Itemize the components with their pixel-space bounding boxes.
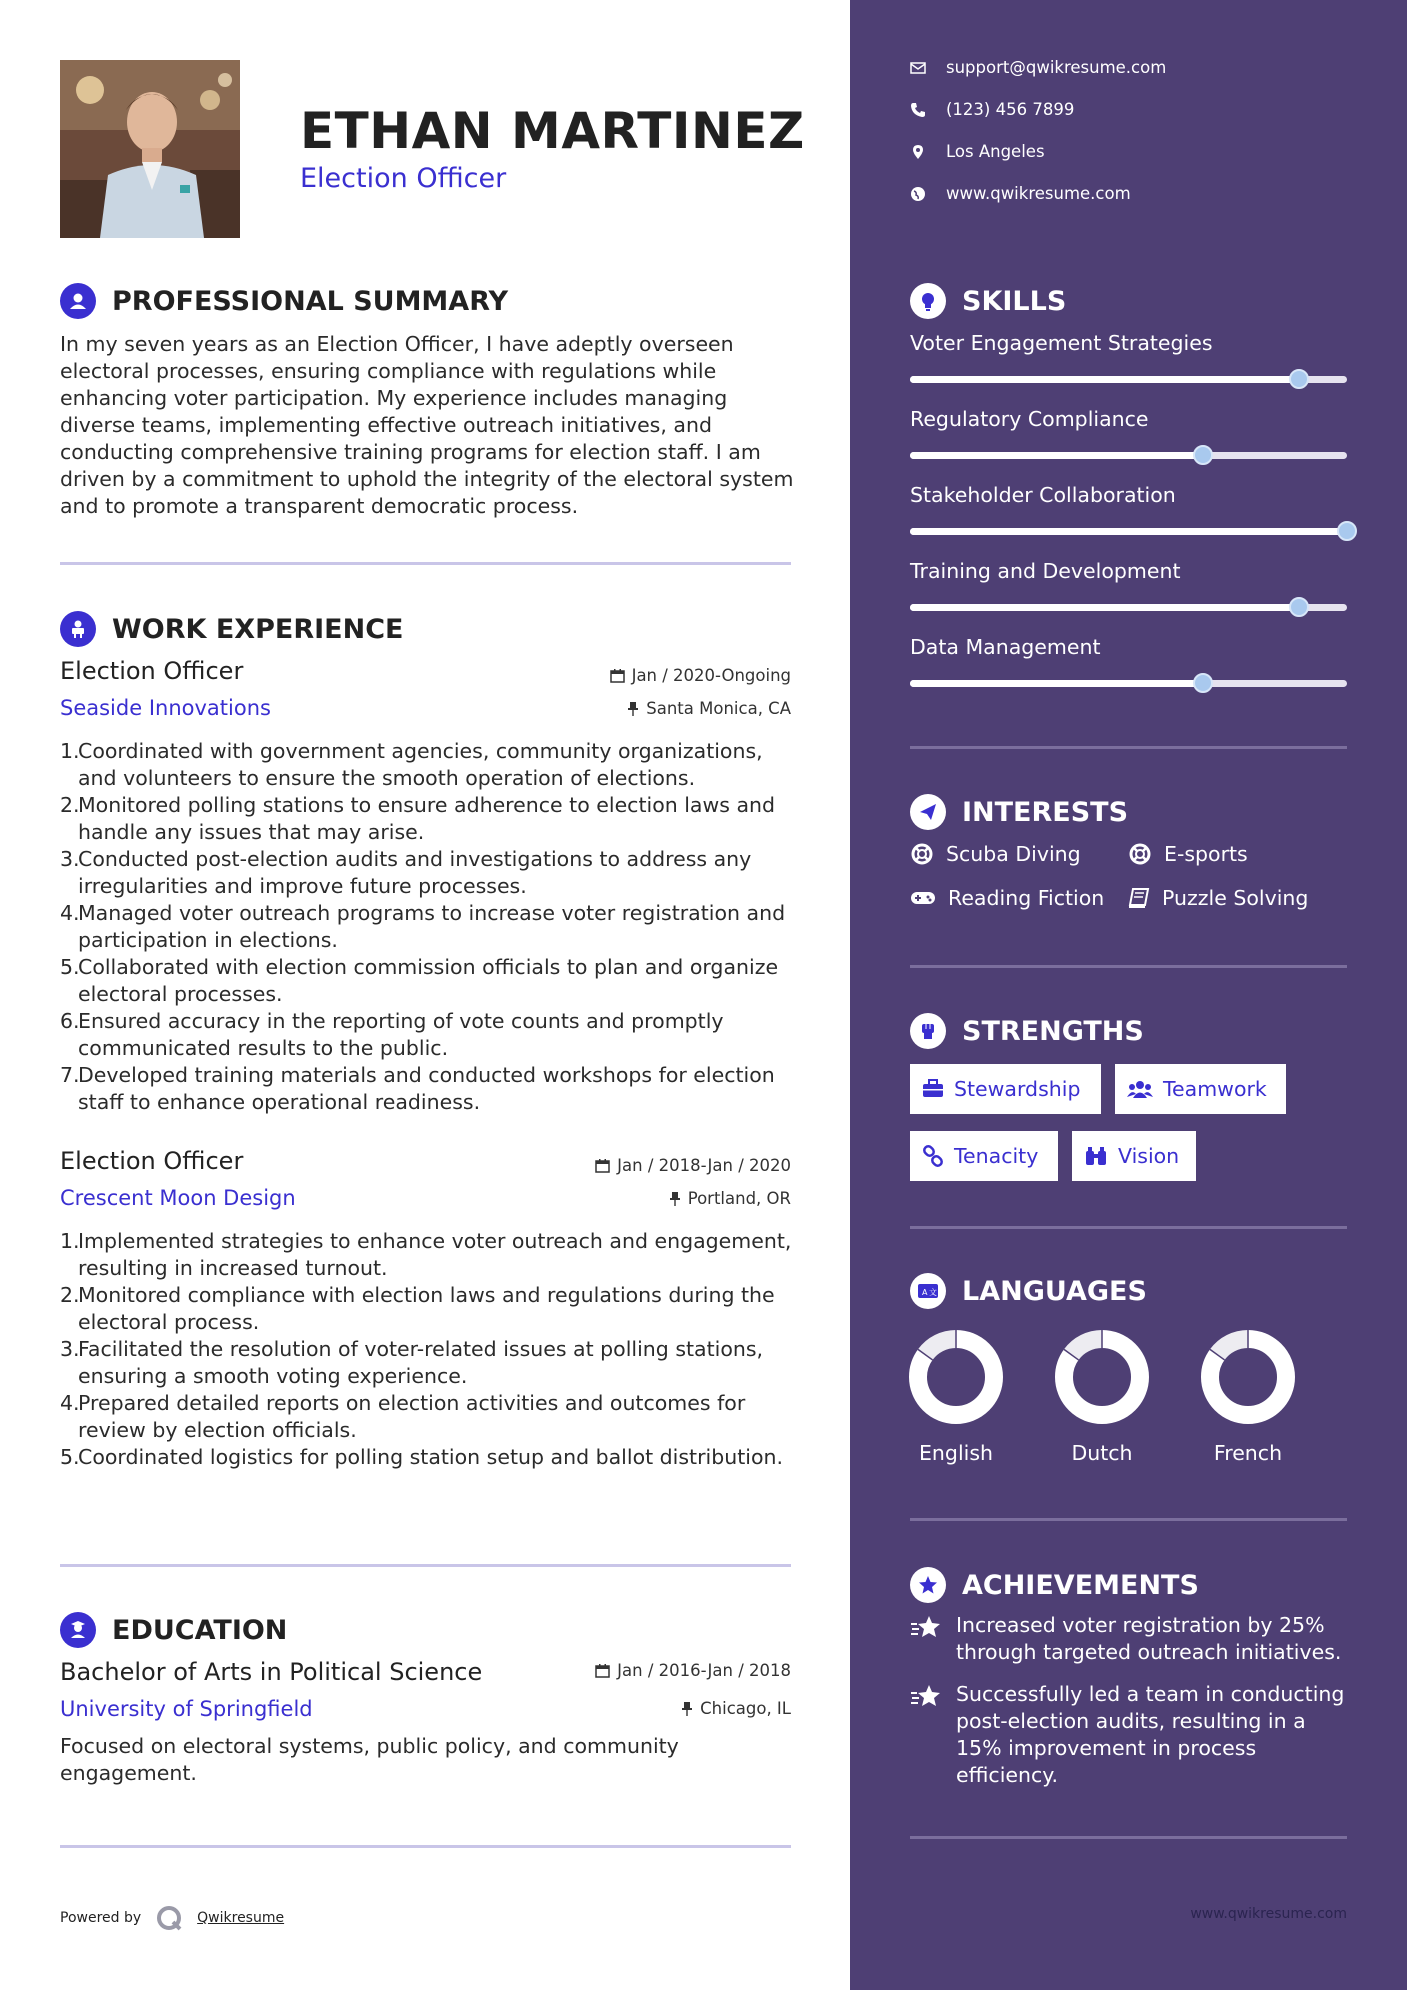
bullet-number: 4. [60, 901, 80, 925]
calendar-icon [595, 1158, 610, 1173]
candidate-role: Election Officer [300, 163, 507, 194]
achievement-item [910, 1612, 1347, 1666]
strengths-header [910, 1013, 1144, 1049]
education-dates-text: Jan / 2016-Jan / 2018 [617, 1661, 791, 1680]
binoculars-icon [1084, 1145, 1108, 1167]
language-name: English [918, 1441, 994, 1465]
strength-label: Vision [1118, 1144, 1180, 1168]
bullet-number: 1. [60, 1229, 80, 1253]
job-bullet [60, 1390, 800, 1444]
svg-text:文: 文 [929, 1288, 937, 1297]
lifering-icon [1128, 842, 1152, 866]
bullet-text: Monitored compliance with election laws and regulations during the electoral process. [78, 1283, 775, 1334]
achievement-text: Successfully led a team in conducting post-election audits, resulting in a 15% improvement in process efficiency. [956, 1682, 1345, 1787]
skill-bar-fill [910, 680, 1203, 687]
footer-site[interactable]: www.qwikresume.com [1190, 1906, 1347, 1922]
strength-badge [1115, 1064, 1286, 1114]
job-company: Crescent Moon Design [60, 1186, 296, 1210]
languages-title: LANGUAGES [962, 1275, 1147, 1307]
job-location-text: Santa Monica, CA [646, 699, 791, 718]
summary-text: In my seven years as an Election Officer, I have adeptly overseen electoral processes, ensuring compliance with regulations while enhancing voter participation. My experience includes managing diverse teams, implementing effective outreach initiatives, and conducting comprehensive training programs for election staff. I am driven by a commitment to uphold the integrity of the electoral system and to promote a transparent democratic process. [60, 332, 794, 518]
star-badge-icon [910, 1567, 946, 1603]
powered-by [60, 1904, 284, 1932]
bullet-number: 7. [60, 1063, 80, 1087]
profile-photo [60, 60, 240, 238]
job-title: Election Officer [60, 657, 244, 685]
interests-header [910, 794, 1128, 830]
section-divider [910, 965, 1347, 968]
bullet-number: 3. [60, 847, 80, 871]
job-bullet [60, 1336, 800, 1390]
strength-label: Teamwork [1163, 1077, 1267, 1101]
bullet-text: Managed voter outreach programs to increase voter registration and participation in elections. [78, 901, 786, 952]
section-divider [910, 746, 1347, 749]
job-dates-text: Jan / 2020-Ongoing [631, 666, 791, 685]
achievements-header [910, 1567, 1199, 1603]
star-icon [910, 1614, 942, 1640]
strength-badge [1072, 1131, 1196, 1181]
strength-label: Tenacity [954, 1144, 1039, 1168]
contact-location-text: Los Angeles [946, 142, 1045, 161]
skills-header [910, 283, 1066, 319]
skill-name: Training and Development [910, 559, 1181, 583]
job-bullet [60, 900, 800, 954]
skill-bar [910, 376, 1347, 383]
envelope-icon [910, 61, 926, 75]
bullet-text: Facilitated the resolution of voter-related issues at polling stations, ensuring a smooth voting experience. [78, 1337, 764, 1388]
globe-icon [910, 186, 926, 202]
interest-item [910, 842, 1081, 866]
bullet-text: Coordinated logistics for polling station setup and ballot distribution. [78, 1445, 784, 1469]
fist-icon [910, 1013, 946, 1049]
interest-item [1128, 842, 1248, 866]
skill-bar [910, 452, 1347, 459]
achievements-title: ACHIEVEMENTS [962, 1569, 1199, 1601]
skill-bar-knob [1193, 673, 1213, 693]
briefcase-icon [922, 1079, 944, 1099]
job-bullet [60, 846, 800, 900]
qwikresume-link[interactable]: Qwikresume [197, 1910, 285, 1926]
phone-icon [910, 102, 926, 118]
job-bullet [60, 1008, 800, 1062]
contact-website [910, 184, 1131, 203]
skill-bar-knob [1337, 521, 1357, 541]
job-title: Election Officer [60, 1147, 244, 1175]
skill-name: Stakeholder Collaboration [910, 483, 1176, 507]
experience-header [60, 611, 403, 647]
bullet-number: 6. [60, 1009, 80, 1033]
qwikresume-logo-icon [155, 1904, 183, 1932]
interest-item [910, 886, 1104, 910]
section-divider [60, 562, 791, 565]
bullet-number: 5. [60, 1445, 80, 1469]
skill-bar-fill [910, 604, 1299, 611]
skill-bar [910, 680, 1347, 687]
education-location [681, 1699, 791, 1718]
star-icon [910, 1683, 942, 1709]
section-divider [910, 1836, 1347, 1839]
education-description: Focused on electoral systems, public policy, and community engagement. [60, 1734, 679, 1785]
bullet-text: Collaborated with election commission officials to plan and organize electoral processes. [78, 955, 779, 1006]
bullet-text: Monitored polling stations to ensure adherence to election laws and handle any issues that may arise. [78, 793, 776, 844]
job-location-text: Portland, OR [687, 1189, 791, 1208]
contact-email-text[interactable]: support@qwikresume.com [946, 58, 1167, 77]
calendar-icon [595, 1663, 610, 1678]
job-bullet [60, 738, 800, 792]
candidate-name: ETHAN MARTINEZ [300, 102, 805, 160]
job-bullets [60, 1228, 800, 1471]
translate-icon [910, 1273, 946, 1309]
skill-bar-fill [910, 452, 1203, 459]
calendar-icon [610, 668, 625, 683]
skill-name: Regulatory Compliance [910, 407, 1149, 431]
bullet-number: 1. [60, 739, 80, 763]
powered-by-label: Powered by [60, 1910, 142, 1926]
skill-bar-fill [910, 528, 1347, 535]
education-dates [595, 1661, 791, 1680]
section-divider [60, 1845, 791, 1848]
interest-label: Reading Fiction [948, 886, 1105, 910]
skill-bar-knob [1289, 369, 1309, 389]
achievement-text: Increased voter registration by 25% through targeted outreach initiatives. [956, 1613, 1342, 1664]
education-title: EDUCATION [112, 1614, 288, 1646]
degree-title: Bachelor of Arts in Political Science [60, 1658, 483, 1686]
interest-label: Puzzle Solving [1162, 886, 1309, 910]
link-icon [922, 1145, 944, 1167]
pin-icon [669, 1191, 681, 1206]
skill-bar-fill [910, 376, 1299, 383]
strength-badge [910, 1064, 1101, 1114]
contact-phone [910, 100, 1074, 119]
contact-website-text[interactable]: www.qwikresume.com [946, 184, 1131, 203]
skill-name: Data Management [910, 635, 1101, 659]
bullet-text: Developed training materials and conducted workshops for election staff to enhance operational readiness. [78, 1063, 775, 1114]
job-location [669, 1189, 791, 1208]
job-bullet [60, 1228, 800, 1282]
bullet-text: Implemented strategies to enhance voter outreach and engagement, resulting in increased turnout. [78, 1229, 792, 1280]
book-icon [1128, 887, 1150, 909]
user-icon [60, 283, 96, 319]
section-divider [60, 1564, 791, 1567]
bullet-text: Ensured accuracy in the reporting of vote counts and promptly communicated results to the public. [78, 1009, 724, 1060]
section-divider [910, 1226, 1347, 1229]
strengths-title: STRENGTHS [962, 1015, 1144, 1047]
job-dates-text: Jan / 2018-Jan / 2020 [617, 1156, 791, 1175]
job-bullet [60, 1444, 800, 1471]
education-header [60, 1612, 287, 1648]
contact-email [910, 58, 1166, 77]
gamepad-icon [910, 889, 936, 907]
bullet-number: 2. [60, 793, 80, 817]
skill-bar-knob [1289, 597, 1309, 617]
experience-title: WORK EXPERIENCE [112, 613, 404, 645]
lightbulb-icon [910, 283, 946, 319]
contact-location [910, 142, 1045, 161]
skill-bar [910, 528, 1347, 535]
job-bullet [60, 1282, 800, 1336]
bullet-number: 4. [60, 1391, 80, 1415]
skills-title: SKILLS [962, 285, 1067, 317]
skill-bar [910, 604, 1347, 611]
job-dates [595, 1156, 791, 1175]
language-ring [901, 1322, 1011, 1436]
strength-badge [910, 1131, 1058, 1181]
education-location-text: Chicago, IL [700, 1699, 791, 1718]
school-name: University of Springfield [60, 1697, 313, 1721]
language-ring [1047, 1322, 1157, 1436]
section-divider [910, 1518, 1347, 1521]
pin-icon [681, 1701, 693, 1716]
map-marker-icon [910, 144, 926, 160]
languages-header [910, 1273, 1147, 1309]
summary-title: PROFESSIONAL SUMMARY [112, 285, 509, 317]
lifering-icon [910, 842, 934, 866]
job-bullets [60, 738, 800, 1116]
job-company: Seaside Innovations [60, 696, 271, 720]
interest-label: Scuba Diving [946, 842, 1081, 866]
job-bullet [60, 1062, 800, 1116]
job-dates [610, 666, 791, 685]
paper-plane-icon [910, 794, 946, 830]
language-ring [1193, 1322, 1303, 1436]
job-bullet [60, 792, 800, 846]
skill-name: Voter Engagement Strategies [910, 331, 1213, 355]
summary-header [60, 283, 508, 319]
bullet-number: 3. [60, 1337, 80, 1361]
language-name: Dutch [1071, 1441, 1133, 1465]
svg-text:A: A [922, 1288, 928, 1297]
interest-label: E-sports [1164, 842, 1248, 866]
briefcase-user-icon [60, 611, 96, 647]
achievement-item [910, 1681, 1347, 1789]
bullet-text: Conducted post-election audits and investigations to address any irregularities and improve future processes. [78, 847, 752, 898]
bullet-text: Prepared detailed reports on election activities and outcomes for review by election officials. [78, 1391, 746, 1442]
bullet-number: 2. [60, 1283, 80, 1307]
interests-title: INTERESTS [962, 796, 1129, 828]
sidebar [850, 0, 1407, 1990]
bullet-number: 5. [60, 955, 80, 979]
bullet-text: Coordinated with government agencies, community organizations, and volunteers to ensure the smooth operation of elections. [78, 739, 763, 790]
job-bullet [60, 954, 800, 1008]
pin-icon [627, 701, 639, 716]
job-location [627, 699, 791, 718]
users-icon [1127, 1079, 1153, 1099]
skill-bar-knob [1193, 445, 1213, 465]
graduate-icon [60, 1612, 96, 1648]
language-name: French [1213, 1441, 1283, 1465]
contact-phone-text: (123) 456 7899 [946, 100, 1075, 119]
interest-item [1128, 886, 1308, 910]
strength-label: Stewardship [954, 1077, 1081, 1101]
